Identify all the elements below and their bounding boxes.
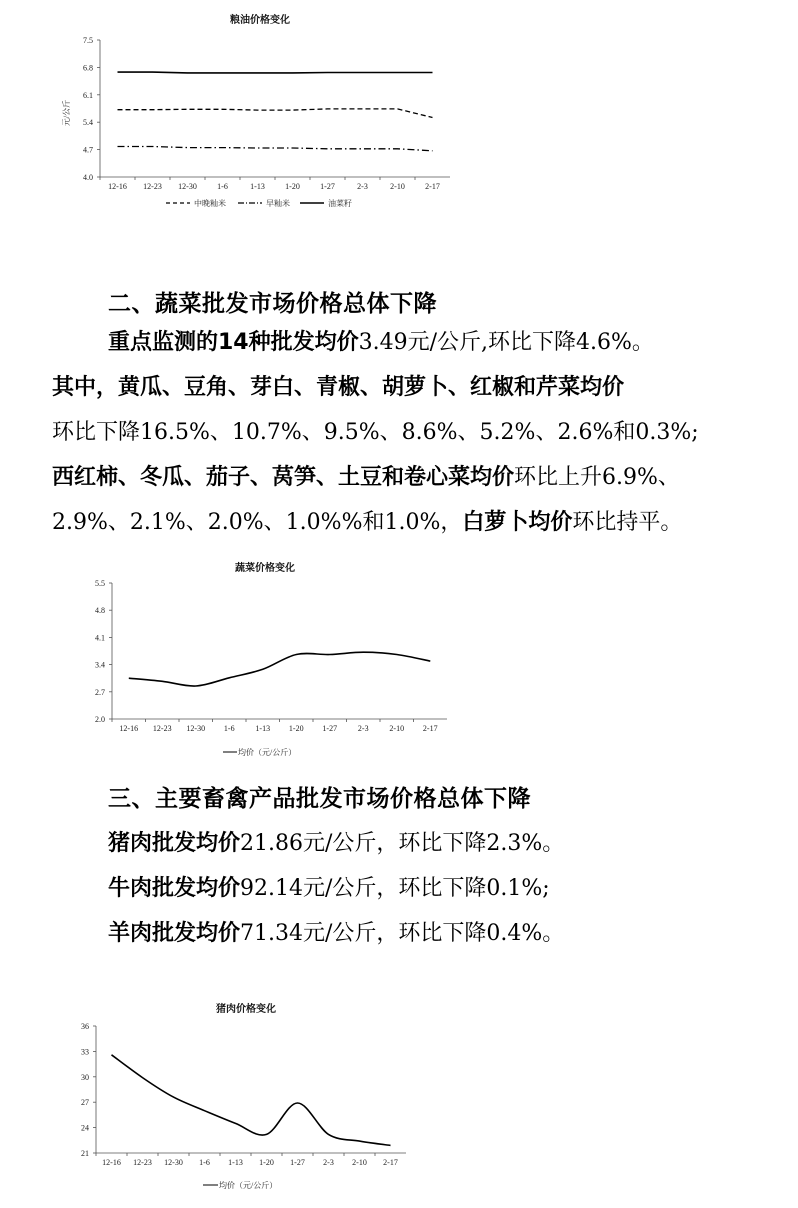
- body-text: 2.9%、2.1%、2.0%、1.0%%和1.0%，: [52, 510, 463, 535]
- x-tick-label: 1-20: [285, 182, 300, 191]
- paragraph-line-2: [52, 365, 772, 410]
- y-tick-label: 36: [81, 1022, 89, 1031]
- series-line-2: [118, 147, 433, 151]
- paragraph-line-5: [52, 500, 772, 545]
- x-tick-label: 12-16: [108, 182, 127, 191]
- x-tick-label: 1-13: [228, 1158, 243, 1167]
- body-text: 21.86元/公斤，环比下降2.3%。: [240, 831, 565, 856]
- paragraph-line-4: [52, 455, 772, 500]
- key-phrase: 白萝卜均价: [462, 510, 573, 535]
- legend-label: 均价（元/公斤）: [238, 748, 297, 757]
- y-tick-label: 6.8: [83, 63, 93, 73]
- x-tick-label: 2-3: [357, 182, 368, 191]
- x-tick-label: 12-16: [102, 1158, 121, 1167]
- paragraph-line-1: [52, 320, 772, 365]
- section-heading-vegetables: 二、蔬菜批发市场价格总体下降: [108, 291, 437, 317]
- y-tick-label: 21: [81, 1149, 89, 1158]
- body-text: 环比上升6.9%、: [514, 465, 680, 490]
- y-tick-label: 33: [81, 1047, 89, 1057]
- mutton-line: [108, 916, 564, 947]
- vegetable-chart: [75, 556, 455, 766]
- chart-title: 蔬菜价格变化: [235, 563, 295, 574]
- x-tick-label: 2-10: [389, 724, 405, 733]
- legend-label: 均价（元/公斤）: [219, 1181, 278, 1190]
- y-tick-label: 4.7: [83, 145, 93, 155]
- x-tick-label: 1-27: [320, 182, 335, 191]
- x-tick-label: 12-23: [152, 724, 172, 733]
- series-line-3: [118, 72, 433, 73]
- x-tick-label: 2-17: [383, 1158, 398, 1167]
- series-line-1: [129, 652, 431, 686]
- x-tick-label: 1-20: [259, 1158, 274, 1167]
- x-tick-label: 2-10: [352, 1158, 367, 1167]
- chart-title: 猪肉价格变化: [216, 1004, 276, 1015]
- key-phrase: 其中，黄瓜、豆角、芽白、青椒、胡萝卜、红椒和芹菜均价: [52, 375, 625, 400]
- body-text: 环比持平。: [572, 510, 683, 535]
- x-tick-label: 2-17: [422, 724, 438, 733]
- x-tick-label: 1-6: [199, 1158, 210, 1167]
- y-tick-label: 6.1: [83, 90, 93, 100]
- y-tick-label: 4.1: [95, 633, 105, 643]
- x-tick-label: 2-17: [425, 182, 440, 191]
- y-tick-label: 5.4: [83, 118, 93, 128]
- y-axis-label: 元/公斤: [62, 99, 71, 127]
- series-line-1: [118, 109, 433, 118]
- x-tick-label: 2-10: [390, 182, 405, 191]
- key-phrase: 猪肉批发均价: [108, 831, 241, 856]
- x-tick-label: 1-6: [217, 182, 228, 191]
- section-heading-livestock: 三、主要畜禽产品批发市场价格总体下降: [108, 786, 531, 812]
- grain-oil-chart-svg: [60, 8, 460, 213]
- x-tick-label: 12-30: [178, 182, 197, 191]
- chart-title: 粮油价格变化: [230, 15, 290, 26]
- x-tick-label: 12-16: [119, 724, 139, 733]
- x-tick-label: 1-13: [250, 182, 265, 191]
- x-tick-label: 2-3: [323, 1158, 334, 1167]
- body-text: 3.49元/公斤,环比下降4.6%。: [358, 330, 654, 355]
- x-tick-label: 12-30: [186, 724, 206, 733]
- body-text: 92.14元/公斤，环比下降0.1%;: [240, 876, 550, 901]
- beef-line: [108, 871, 550, 902]
- x-tick-label: 1-20: [288, 724, 304, 733]
- vegetable-chart-svg: [75, 556, 455, 766]
- y-tick-label: 4.0: [83, 173, 93, 182]
- x-tick-label: 1-6: [223, 724, 235, 733]
- x-tick-label: 1-13: [255, 724, 271, 733]
- pork-chart: [60, 998, 430, 1203]
- paragraph-line-3: [52, 410, 772, 455]
- body-text: 71.34元/公斤，环比下降0.4%。: [240, 921, 565, 946]
- key-phrase: 西红柿、冬瓜、茄子、莴笋、土豆和卷心菜均价: [52, 465, 515, 490]
- y-tick-label: 3.4: [95, 660, 105, 670]
- x-tick-label: 12-23: [143, 182, 162, 191]
- body-text: 环比下降16.5%、10.7%、9.5%、8.6%、5.2%、2.6%和0.3%;: [52, 420, 699, 445]
- key-phrase: 牛肉批发均价: [108, 876, 241, 901]
- x-tick-label: 1-27: [290, 1158, 305, 1167]
- x-tick-label: 2-3: [357, 724, 369, 733]
- series-line-1: [112, 1055, 391, 1146]
- y-tick-label: 4.8: [95, 606, 105, 616]
- legend-label-2: 早籼米: [266, 199, 290, 208]
- y-tick-label: 5.5: [95, 579, 105, 588]
- x-tick-label: 1-27: [322, 724, 338, 733]
- key-phrase: 重点监测的14种批发均价: [108, 330, 359, 355]
- y-tick-label: 7.5: [83, 36, 93, 45]
- x-tick-label: 12-23: [133, 1158, 152, 1167]
- y-tick-label: 27: [81, 1098, 89, 1108]
- grain-oil-chart: [60, 8, 460, 213]
- y-tick-label: 24: [81, 1123, 89, 1133]
- y-tick-label: 2.0: [95, 715, 105, 724]
- legend-label-1: 中晚籼米: [194, 199, 226, 208]
- key-phrase: 羊肉批发均价: [108, 921, 241, 946]
- pork-chart-svg: [60, 998, 430, 1203]
- y-tick-label: 30: [81, 1072, 89, 1082]
- legend-label-3: 油菜籽: [328, 199, 352, 208]
- y-tick-label: 2.7: [95, 687, 105, 697]
- pork-line: [108, 826, 564, 857]
- x-tick-label: 12-30: [164, 1158, 183, 1167]
- vegetable-paragraph: [52, 320, 772, 545]
